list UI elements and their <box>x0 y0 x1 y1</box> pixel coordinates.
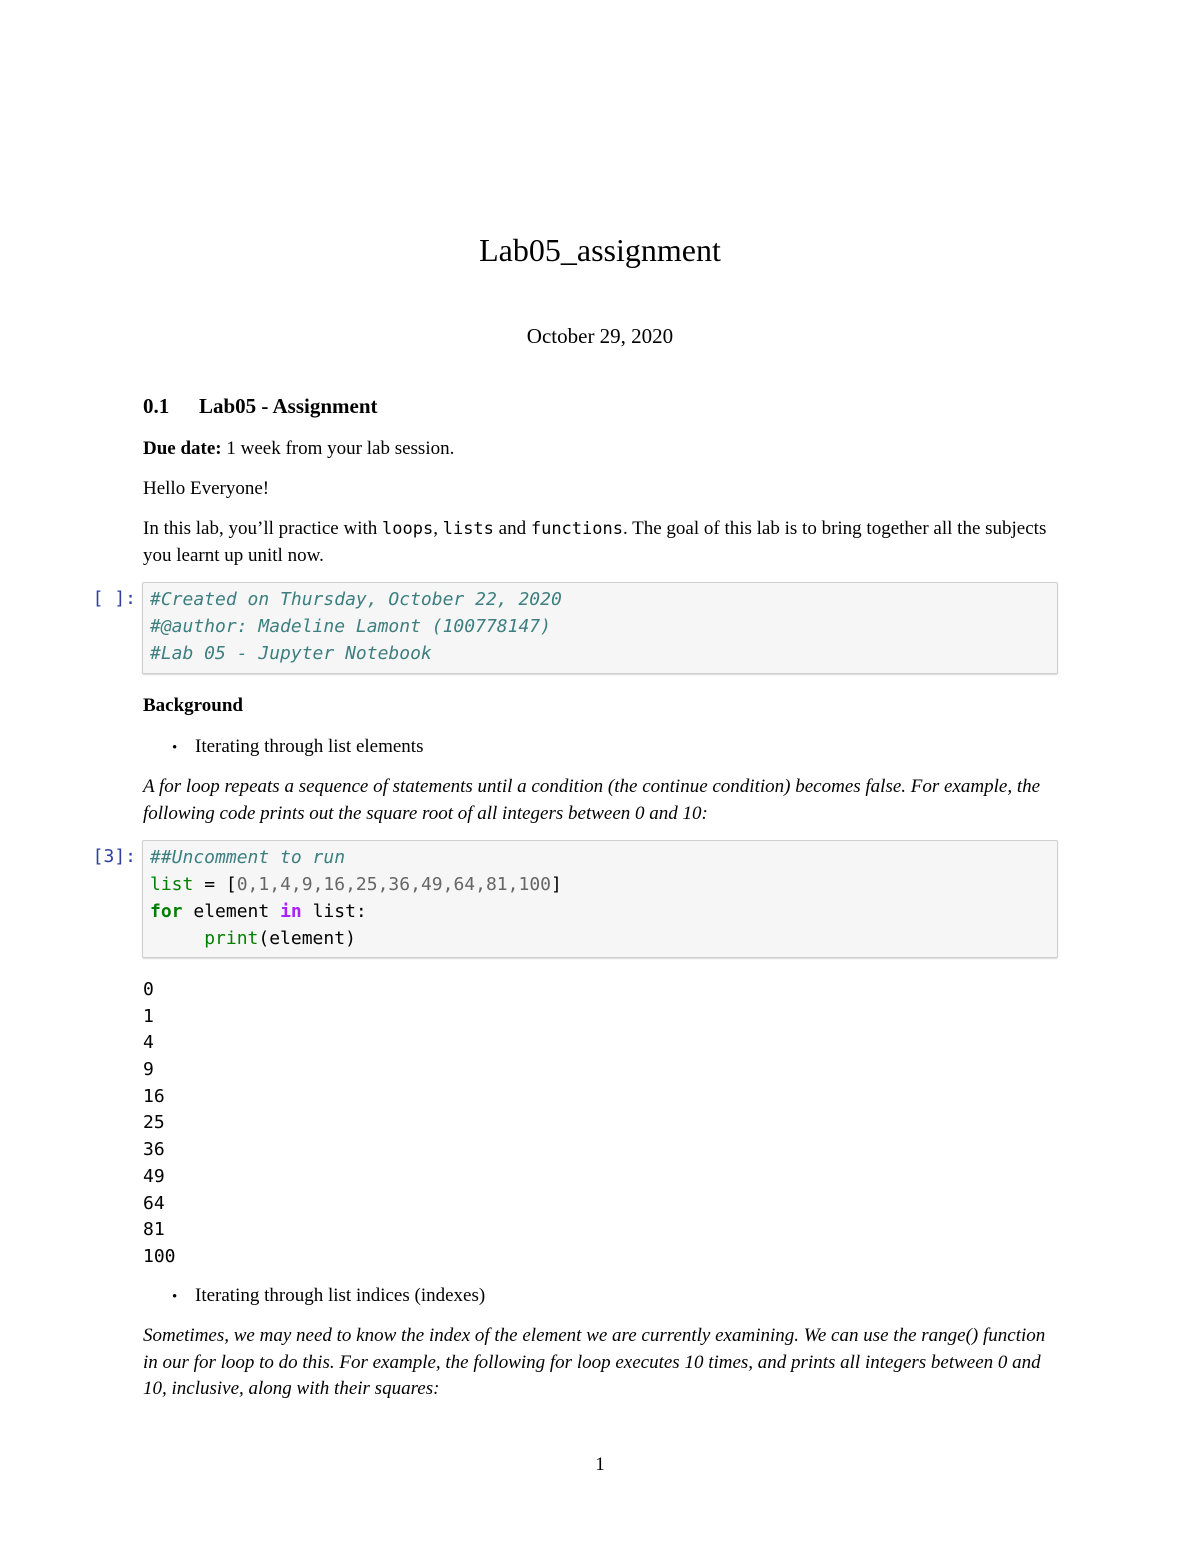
document-title: Lab05_assignment <box>479 232 721 268</box>
code-comment-line: #@author: Madeline Lamont (100778147) <box>150 616 551 637</box>
inline-code-functions: functions <box>530 519 623 539</box>
intro-text: , <box>433 518 443 539</box>
output-line: 16 <box>143 1085 165 1107</box>
section-heading <box>143 393 1061 420</box>
output-line: 81 <box>143 1219 165 1241</box>
intro-text: . The goal of this lab is to bring together all the subjects you learnt up unitl now. <box>143 518 1047 566</box>
output-line: 49 <box>143 1165 165 1187</box>
code-cell-1[interactable] <box>142 582 1058 674</box>
bullet-item-elements <box>172 734 423 761</box>
inline-code-loops: loops <box>382 519 434 539</box>
section-title: Lab05 - Assignment <box>199 394 378 418</box>
cell-output <box>143 977 343 1271</box>
due-date-text: 1 week from your lab session. <box>221 438 455 459</box>
range-paragraph: Sometimes, we may need to know the index of the element we are currently examining. We can use the range() function in our for loop to do this. For example, the following for loop executes 10 times, and prints all integers between 0 and 10, inclusive, along with their squares: <box>143 1325 1046 1399</box>
output-line: 25 <box>143 1112 165 1134</box>
code-args: (element) <box>258 928 356 949</box>
cell-1-prompt: [ ]: <box>92 588 136 609</box>
page-number: 1 <box>595 1454 605 1475</box>
code-comment-line: #Lab 05 - Jupyter Notebook <box>150 643 432 664</box>
code-operator: = [ <box>193 874 237 895</box>
due-date-label: Due date: <box>143 438 222 459</box>
code-numbers: 0,1,4,9,16,25,36,49,64,81,100 <box>236 874 551 895</box>
intro-paragraph <box>143 516 1061 569</box>
code-text: element <box>182 901 281 922</box>
for-loop-paragraph: A for loop repeats a sequence of statements until a condition (the continue condition) becomes false. For example, the following code prints out the square root of all integers between 0 and 10: <box>143 776 1041 824</box>
code-comment-line: #Created on Thursday, October 22, 2020 <box>150 589 562 610</box>
code-indent <box>150 928 204 949</box>
code-bracket: ] <box>551 874 562 895</box>
output-line: 1 <box>143 1005 154 1027</box>
greeting: Hello Everyone! <box>143 478 270 499</box>
code-line-print <box>150 925 1050 952</box>
bullet-item-indices <box>172 1283 485 1310</box>
code-text: list: <box>301 901 367 922</box>
code-line-for <box>150 898 1050 925</box>
code-cell-2[interactable] <box>142 840 1058 958</box>
inline-code-lists: lists <box>442 519 494 539</box>
intro-text: In this lab, you’ll practice with <box>143 518 383 539</box>
bullet-text: Iterating through list indices (indexes) <box>195 1285 486 1306</box>
background-heading: Background <box>143 695 243 716</box>
output-line: 36 <box>143 1139 165 1161</box>
code-keyword-for: for <box>150 901 183 922</box>
document-date: October 29, 2020 <box>526 324 674 348</box>
bullet-icon: • <box>172 740 178 756</box>
section-number: 0.1 <box>143 394 170 418</box>
code-comment-line: ##Uncomment to run <box>150 847 346 868</box>
bullet-icon: • <box>172 1289 178 1305</box>
code-builtin-print: print <box>204 928 259 949</box>
due-date-paragraph <box>143 436 1061 463</box>
code-variable: list <box>150 874 194 895</box>
output-line: 0 <box>143 979 154 1000</box>
output-line: 64 <box>143 1192 165 1214</box>
code-line-list <box>150 871 1050 898</box>
bullet-text: Iterating through list elements <box>195 736 424 757</box>
intro-text: and <box>493 518 531 539</box>
output-line: 100 <box>143 1245 176 1267</box>
cell-2-prompt: [3]: <box>92 846 136 867</box>
output-line: 9 <box>143 1059 154 1081</box>
output-line: 4 <box>143 1032 154 1054</box>
code-keyword-in: in <box>280 901 302 922</box>
